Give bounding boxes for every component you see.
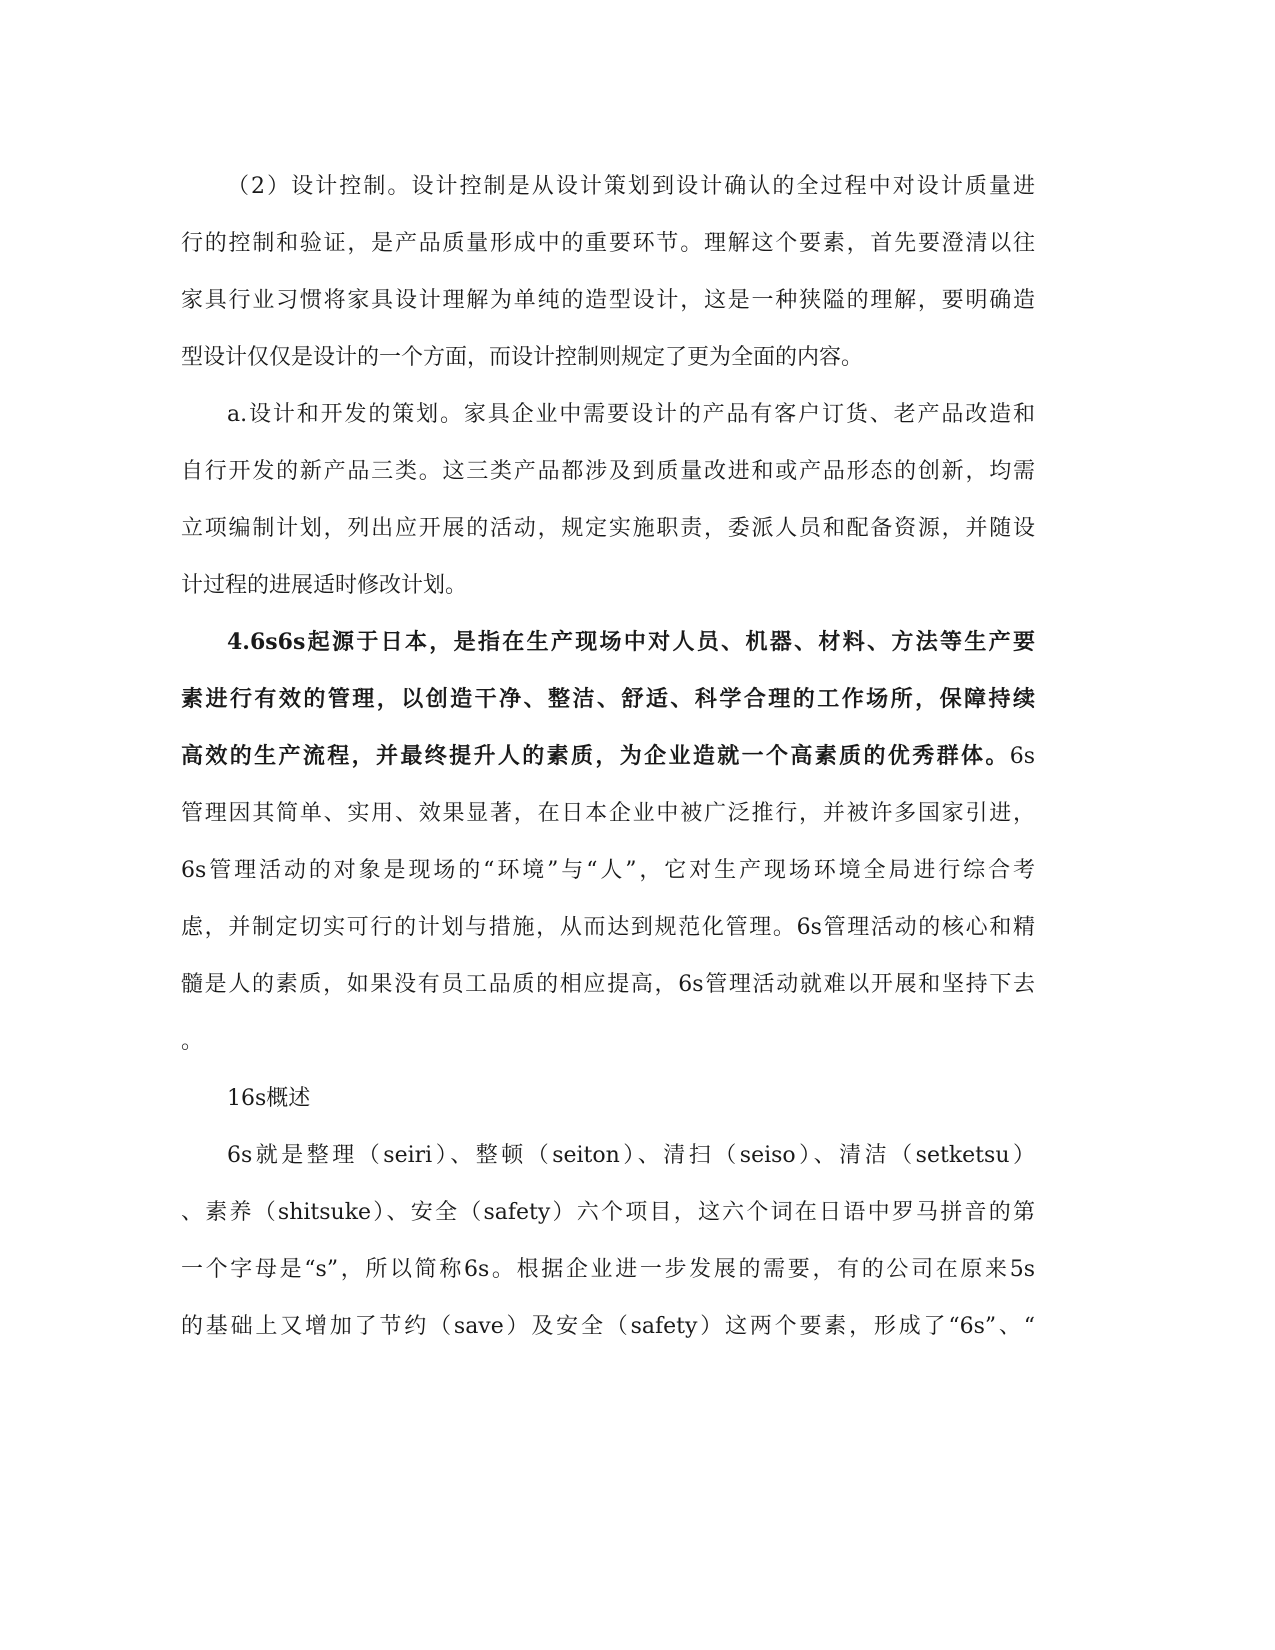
paragraph-planning-line-4: 计过程的进展适时修改计划。: [181, 573, 468, 598]
paragraph-6s-line-5: 6s管理活动的对象是现场的“环境”与“人”，它对生产现场环境全局进行综合考: [181, 858, 1035, 883]
paragraph-6s-definition-line-1: 6s就是整理（seiri）、整顿（seiton）、清扫（seiso）、清洁（setketsu）: [227, 1143, 1035, 1168]
document-page: [181, 158, 1035, 1355]
paragraph-6s-line-6: 虑，并制定切实可行的计划与措施，从而达到规范化管理。6s管理活动的核心和精: [181, 915, 1035, 940]
paragraph-6s-line-2: 素进行有效的管理，以创造干净、整洁、舒适、科学合理的工作场所，保障持续: [181, 686, 1035, 712]
paragraph-6s-line-3-normal: 6s: [1009, 744, 1035, 769]
paragraph-design-control-line-4: 型设计仅仅是设计的一个方面，而设计控制则规定了更为全面的内容。: [181, 345, 864, 370]
paragraph-design-control-line-2: 行的控制和验证，是产品质量形成中的重要环节。理解这个要素，首先要澄清以往: [181, 231, 1035, 256]
section-heading-6s-overview: 16s概述: [227, 1086, 311, 1111]
paragraph-6s-line-1: 4.6s6s起源于日本，是指在生产现场中对人员、机器、材料、方法等生产要: [227, 629, 1035, 655]
paragraph-design-control-line-3: 家具行业习惯将家具设计理解为单纯的造型设计，这是一种狭隘的理解，要明确造: [181, 288, 1035, 313]
paragraph-planning-line-1: a.设计和开发的策划。家具企业中需要设计的产品有客户订货、老产品改造和: [227, 402, 1035, 427]
paragraph-6s-line-8: 。: [181, 1029, 204, 1054]
paragraph-planning-line-2: 自行开发的新产品三类。这三类产品都涉及到质量改进和或产品形态的创新，均需: [181, 459, 1035, 484]
paragraph-6s-line-7: 髓是人的素质，如果没有员工品质的相应提高，6s管理活动就难以开展和坚持下去: [181, 972, 1035, 997]
paragraph-6s-definition-line-3: 一个字母是“s”，所以简称6s。根据企业进一步发展的需要，有的公司在原来5s: [181, 1257, 1035, 1282]
paragraph-6s-line-3-bold: 高效的生产流程，并最终提升人的素质，为企业造就一个高素质的优秀群体。: [181, 743, 1010, 769]
paragraph-6s-definition-line-4: 的基础上又增加了节约（save）及安全（safety）这两个要素，形成了“6s”、“: [181, 1314, 1035, 1339]
paragraph-design-control-line-1: （2）设计控制。设计控制是从设计策划到设计确认的全过程中对设计质量进: [227, 174, 1035, 199]
paragraph-planning-line-3: 立项编制计划，列出应开展的活动，规定实施职责，委派人员和配备资源，并随设: [181, 516, 1035, 541]
paragraph-6s-line-4: 管理因其简单、实用、效果显著，在日本企业中被广泛推行，并被许多国家引进，: [181, 801, 1035, 826]
paragraph-6s-line-3: [181, 728, 1035, 785]
paragraph-6s-definition-line-2: 、素养（shitsuke）、安全（safety）六个项目，这六个词在日语中罗马拼音的第: [181, 1200, 1035, 1225]
